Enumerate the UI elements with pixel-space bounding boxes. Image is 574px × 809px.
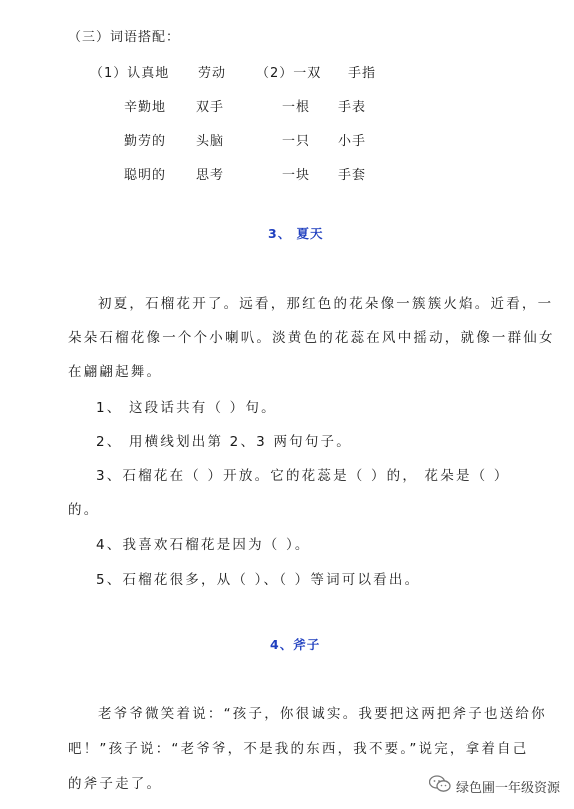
match-left-3b: 头脑 xyxy=(196,134,225,149)
question-4: 4、我喜欢石榴花是因为（ ）。 xyxy=(96,537,311,553)
question-3-cont: 的。 xyxy=(68,502,100,518)
passage-line: 的斧子走了。 xyxy=(68,776,163,792)
passage-line: 在翩翩起舞。 xyxy=(68,364,163,380)
match-left-3a: 勤劳的 xyxy=(124,134,167,149)
match-right-3a: 一只 xyxy=(282,134,311,149)
match-left-2b: 双手 xyxy=(196,100,225,115)
match-right-2a: 一根 xyxy=(282,100,311,115)
question-5: 5、石榴花很多，从（ ）、（ ）等词可以看出。 xyxy=(96,572,421,588)
match-left-1a: （1）认真地 xyxy=(90,66,170,81)
passage-title-axe: 4、斧子 xyxy=(270,637,321,652)
watermark xyxy=(429,775,560,797)
match-right-4b: 手套 xyxy=(338,168,367,183)
passage-line: 初夏，石榴花开了。远看，那红色的花朵像一簇簇火焰。近看，一 xyxy=(98,296,554,312)
match-right-3b: 小手 xyxy=(338,134,367,149)
match-right-1b: 手指 xyxy=(348,66,377,81)
match-right-4a: 一块 xyxy=(282,168,311,183)
match-right-1a: （2）一双 xyxy=(256,66,322,81)
match-left-4a: 聪明的 xyxy=(124,168,167,183)
question-2: 2、 用横线划出第 2、3 两句句子。 xyxy=(96,434,352,450)
question-3: 3、石榴花在（ ）开放。它的花蕊是（ ）的， 花朵是（ ） xyxy=(96,468,510,484)
match-left-2a: 辛勤地 xyxy=(124,100,167,115)
question-1: 1、 这段话共有（ ）句。 xyxy=(96,400,277,416)
passage-line: 朵朵石榴花像一个个小喇叭。淡黄色的花蕊在风中摇动，就像一群仙女 xyxy=(68,330,555,346)
passage-line: 吧！”孩子说：“老爷爷，不是我的东西，我不要。”说完，拿着自己 xyxy=(68,741,529,757)
match-left-4b: 思考 xyxy=(196,168,225,183)
match-left-1b: 劳动 xyxy=(198,66,227,81)
watermark-text: 绿色圃一年级资源 xyxy=(455,780,560,796)
passage-line: 老爷爷微笑着说：“孩子，你很诚实。我要把这两把斧子也送给你 xyxy=(98,706,547,722)
section-heading: （三）词语搭配： xyxy=(68,30,181,45)
match-right-2b: 手表 xyxy=(338,100,367,115)
wechat-icon xyxy=(429,775,456,797)
passage-title-summer: 3、 夏天 xyxy=(268,226,324,241)
